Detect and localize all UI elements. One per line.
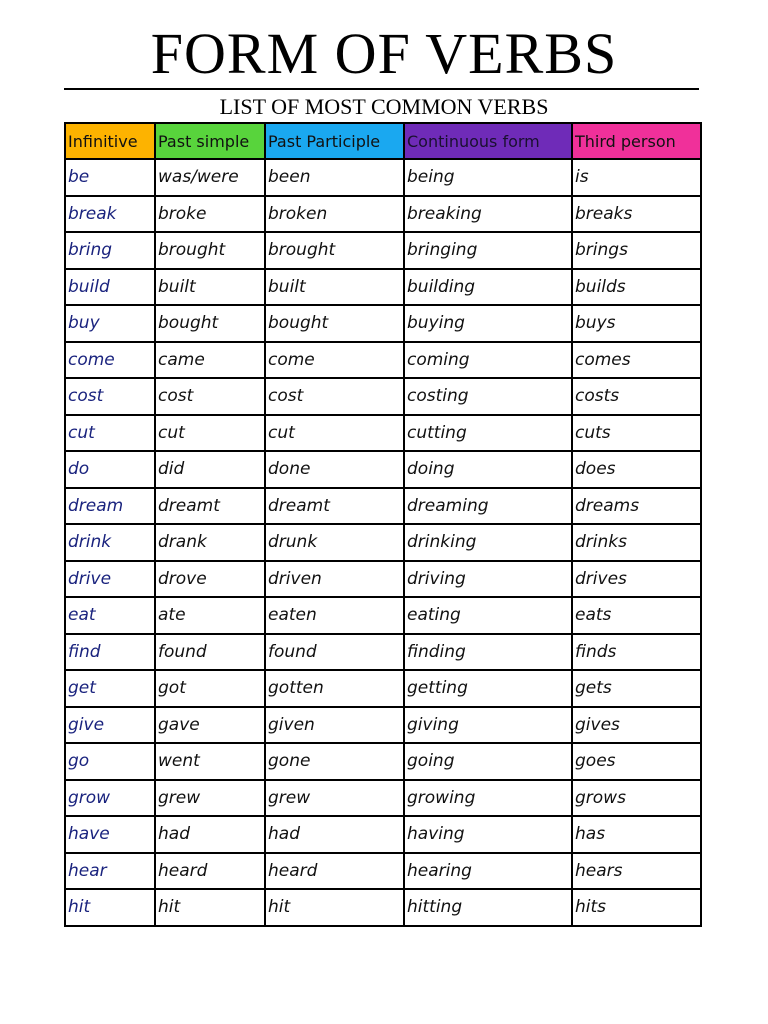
cell-continuous-form: giving	[404, 707, 572, 744]
cell-third-person: hits	[572, 889, 701, 926]
cell-past-participle: given	[265, 707, 404, 744]
cell-past-participle: had	[265, 816, 404, 853]
cell-infinitive: grow	[65, 780, 155, 817]
cell-past-simple: dreamt	[155, 488, 265, 525]
cell-third-person: has	[572, 816, 701, 853]
cell-continuous-form: bringing	[404, 232, 572, 269]
cell-past-simple: grew	[155, 780, 265, 817]
table-row	[65, 634, 701, 671]
cell-continuous-form: drinking	[404, 524, 572, 561]
cell-infinitive: give	[65, 707, 155, 744]
cell-past-participle: brought	[265, 232, 404, 269]
cell-past-simple: went	[155, 743, 265, 780]
cell-past-participle: grew	[265, 780, 404, 817]
cell-past-simple: cut	[155, 415, 265, 452]
cell-past-simple: gave	[155, 707, 265, 744]
table-row	[65, 159, 701, 196]
cell-third-person: does	[572, 451, 701, 488]
cell-past-participle: cost	[265, 378, 404, 415]
cell-third-person: breaks	[572, 196, 701, 233]
cell-infinitive: cut	[65, 415, 155, 452]
cell-infinitive: get	[65, 670, 155, 707]
cell-past-simple: brought	[155, 232, 265, 269]
header-past-simple: Past simple	[155, 123, 265, 159]
cell-continuous-form: cutting	[404, 415, 572, 452]
cell-continuous-form: breaking	[404, 196, 572, 233]
cell-past-participle: bought	[265, 305, 404, 342]
cell-continuous-form: getting	[404, 670, 572, 707]
cell-infinitive: go	[65, 743, 155, 780]
cell-past-simple: built	[155, 269, 265, 306]
cell-infinitive: hit	[65, 889, 155, 926]
cell-infinitive: build	[65, 269, 155, 306]
cell-continuous-form: eating	[404, 597, 572, 634]
cell-past-participle: broken	[265, 196, 404, 233]
cell-infinitive: drive	[65, 561, 155, 598]
table-row	[65, 232, 701, 269]
cell-past-simple: came	[155, 342, 265, 379]
cell-past-simple: hit	[155, 889, 265, 926]
cell-past-participle: cut	[265, 415, 404, 452]
cell-infinitive: drink	[65, 524, 155, 561]
table-row	[65, 305, 701, 342]
cell-third-person: eats	[572, 597, 701, 634]
table-row	[65, 561, 701, 598]
table-row	[65, 853, 701, 890]
cell-past-simple: cost	[155, 378, 265, 415]
table-row	[65, 597, 701, 634]
cell-past-participle: hit	[265, 889, 404, 926]
table-header-row	[65, 123, 701, 159]
header-infinitive: Infinitive	[65, 123, 155, 159]
header-continuous-form: Continuous form	[404, 123, 572, 159]
cell-continuous-form: dreaming	[404, 488, 572, 525]
cell-continuous-form: hitting	[404, 889, 572, 926]
cell-infinitive: do	[65, 451, 155, 488]
cell-continuous-form: buying	[404, 305, 572, 342]
cell-infinitive: find	[65, 634, 155, 671]
cell-third-person: comes	[572, 342, 701, 379]
table-row	[65, 269, 701, 306]
cell-continuous-form: going	[404, 743, 572, 780]
cell-infinitive: eat	[65, 597, 155, 634]
cell-past-simple: found	[155, 634, 265, 671]
cell-past-simple: broke	[155, 196, 265, 233]
cell-past-simple: was/were	[155, 159, 265, 196]
table-row	[65, 451, 701, 488]
cell-past-participle: gotten	[265, 670, 404, 707]
cell-past-participle: built	[265, 269, 404, 306]
cell-infinitive: dream	[65, 488, 155, 525]
table-row	[65, 707, 701, 744]
cell-continuous-form: doing	[404, 451, 572, 488]
cell-past-participle: done	[265, 451, 404, 488]
cell-past-simple: had	[155, 816, 265, 853]
cell-continuous-form: coming	[404, 342, 572, 379]
cell-past-simple: heard	[155, 853, 265, 890]
cell-third-person: finds	[572, 634, 701, 671]
table-row	[65, 196, 701, 233]
cell-infinitive: cost	[65, 378, 155, 415]
cell-past-participle: come	[265, 342, 404, 379]
cell-third-person: hears	[572, 853, 701, 890]
cell-continuous-form: growing	[404, 780, 572, 817]
cell-infinitive: hear	[65, 853, 155, 890]
cell-past-participle: gone	[265, 743, 404, 780]
cell-infinitive: break	[65, 196, 155, 233]
cell-past-participle: heard	[265, 853, 404, 890]
cell-past-simple: drank	[155, 524, 265, 561]
cell-past-participle: eaten	[265, 597, 404, 634]
header-third-person: Third person	[572, 123, 701, 159]
table-row	[65, 342, 701, 379]
cell-third-person: gives	[572, 707, 701, 744]
table-row	[65, 415, 701, 452]
table-row	[65, 488, 701, 525]
table-row	[65, 889, 701, 926]
cell-third-person: buys	[572, 305, 701, 342]
cell-continuous-form: being	[404, 159, 572, 196]
table-row	[65, 378, 701, 415]
table-row	[65, 670, 701, 707]
cell-infinitive: be	[65, 159, 155, 196]
cell-third-person: drives	[572, 561, 701, 598]
cell-third-person: grows	[572, 780, 701, 817]
cell-third-person: is	[572, 159, 701, 196]
cell-continuous-form: hearing	[404, 853, 572, 890]
cell-past-simple: got	[155, 670, 265, 707]
cell-third-person: dreams	[572, 488, 701, 525]
cell-third-person: brings	[572, 232, 701, 269]
cell-third-person: drinks	[572, 524, 701, 561]
cell-past-simple: bought	[155, 305, 265, 342]
cell-infinitive: have	[65, 816, 155, 853]
cell-past-participle: dreamt	[265, 488, 404, 525]
table-row	[65, 524, 701, 561]
header-past-participle: Past Participle	[265, 123, 404, 159]
cell-past-simple: ate	[155, 597, 265, 634]
cell-past-participle: found	[265, 634, 404, 671]
verb-forms-table	[64, 122, 702, 927]
table-row	[65, 780, 701, 817]
cell-past-participle: driven	[265, 561, 404, 598]
page-subtitle: LIST OF MOST COMMON VERBS	[219, 94, 549, 119]
cell-third-person: cuts	[572, 415, 701, 452]
cell-continuous-form: having	[404, 816, 572, 853]
cell-continuous-form: driving	[404, 561, 572, 598]
page-title: FORM OF VERBS	[150, 21, 618, 86]
cell-infinitive: come	[65, 342, 155, 379]
cell-continuous-form: costing	[404, 378, 572, 415]
cell-third-person: gets	[572, 670, 701, 707]
cell-continuous-form: building	[404, 269, 572, 306]
cell-third-person: builds	[572, 269, 701, 306]
cell-past-simple: did	[155, 451, 265, 488]
title-divider	[64, 88, 699, 90]
table-row	[65, 743, 701, 780]
table-body	[65, 159, 701, 926]
cell-past-simple: drove	[155, 561, 265, 598]
cell-past-participle: drunk	[265, 524, 404, 561]
cell-infinitive: bring	[65, 232, 155, 269]
table-row	[65, 816, 701, 853]
cell-continuous-form: finding	[404, 634, 572, 671]
cell-infinitive: buy	[65, 305, 155, 342]
cell-past-participle: been	[265, 159, 404, 196]
cell-third-person: goes	[572, 743, 701, 780]
cell-third-person: costs	[572, 378, 701, 415]
